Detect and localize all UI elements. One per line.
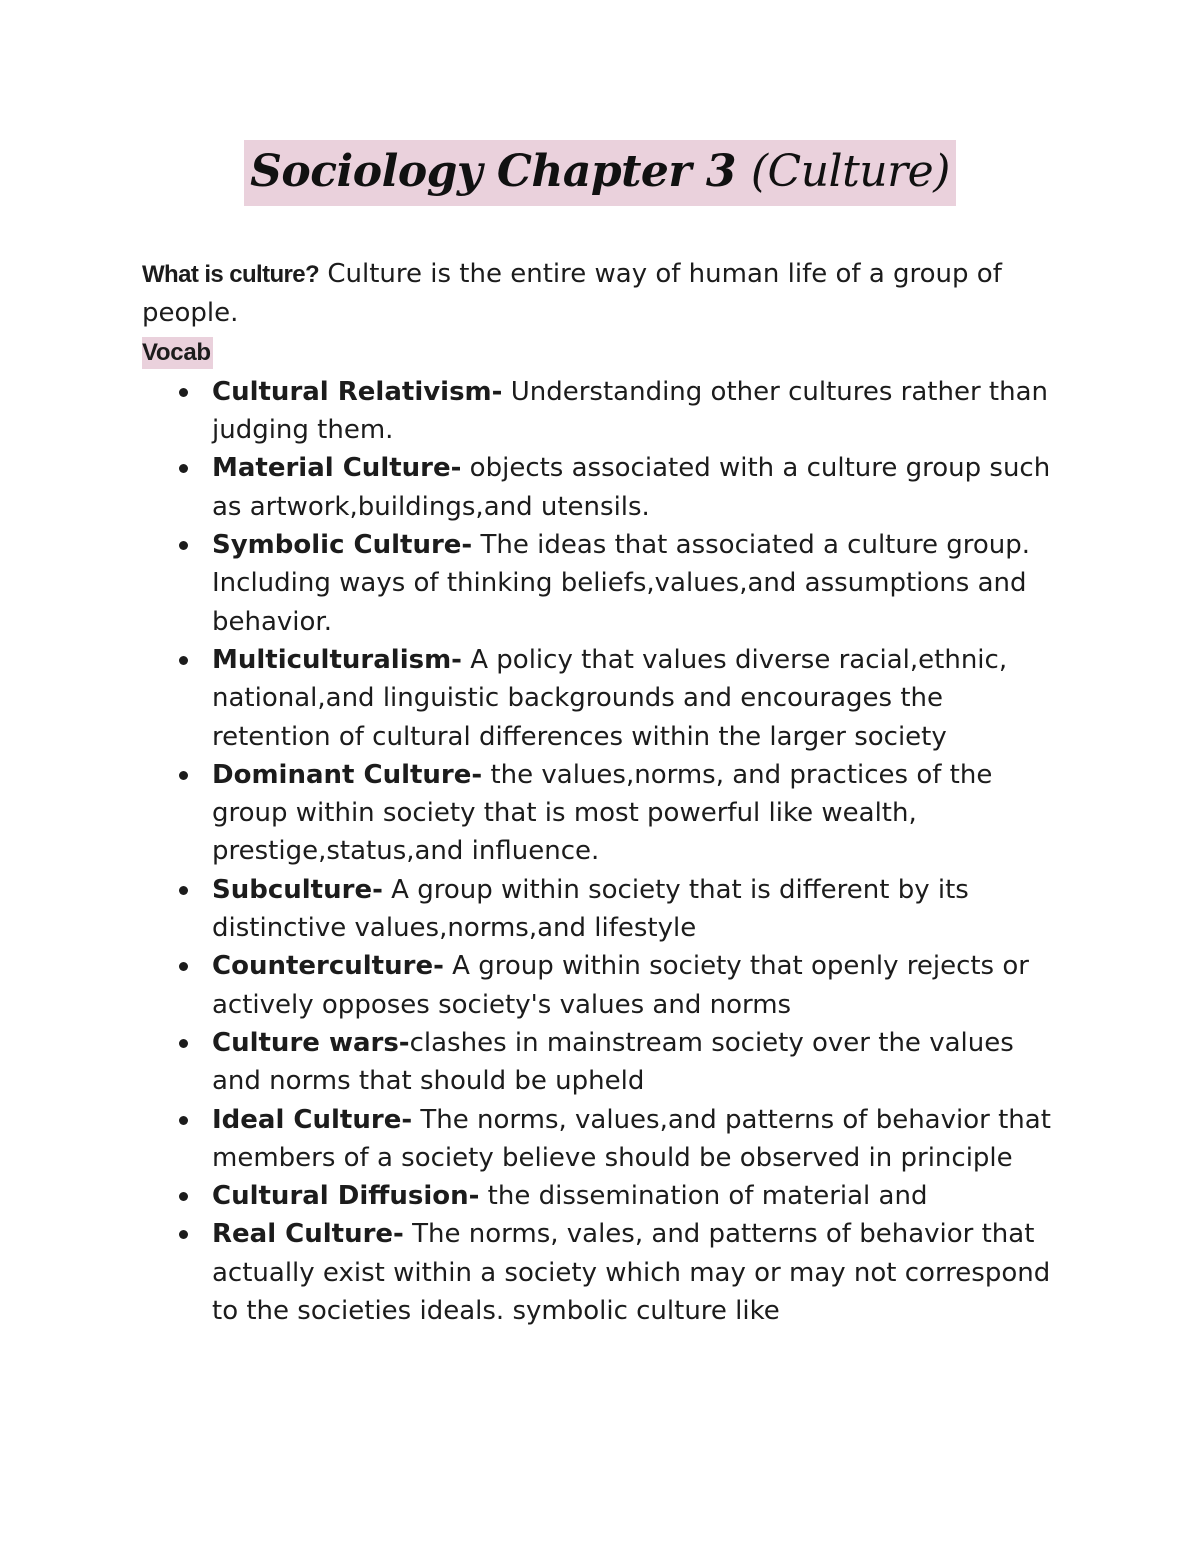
vocab-heading: Vocab	[142, 337, 213, 369]
title-main: Sociology Chapter 3	[250, 146, 737, 197]
bullet-icon	[179, 541, 188, 550]
intro-answer: Culture is the entire way of human life of a group of people.	[142, 259, 1002, 329]
bullet-icon	[179, 1192, 188, 1201]
vocab-definition: the values,norms, and practices of the group within society that is most powerful like wealth, prestige,status,and influence.	[212, 759, 993, 867]
vocab-term: Symbolic Culture-	[212, 530, 473, 561]
vocab-definition: A group within society that is different by its distinctive values,norms,and lifestyle	[212, 874, 969, 944]
vocab-term: Real Culture-	[212, 1219, 404, 1250]
vocab-item	[142, 1215, 1062, 1330]
bullet-icon	[179, 388, 188, 397]
vocab-term: Dominant Culture-	[212, 759, 483, 790]
vocab-term: Ideal Culture-	[212, 1104, 413, 1135]
vocab-definition: A policy that values diverse racial,ethnic, national,and linguistic backgrounds and encourages the retention of cultural differences within the larger society	[212, 644, 1008, 752]
vocab-list	[142, 373, 1062, 1330]
bullet-icon	[179, 1230, 188, 1239]
bullet-icon	[179, 962, 188, 971]
vocab-term: Multiculturalism-	[212, 644, 462, 675]
vocab-definition: objects associated with a culture group such as artwork,buildings,and utensils.	[212, 453, 1051, 522]
vocab-item	[142, 756, 1062, 871]
bullet-icon	[179, 1039, 188, 1048]
vocab-term: Subculture-	[212, 874, 383, 905]
vocab-item	[142, 947, 1062, 1024]
vocab-term: Counterculture-	[212, 951, 444, 982]
vocab-definition: The norms, vales, and patterns of behavior that actually exist within a society which may or may not correspond to the societies ideals. symbolic culture like	[212, 1219, 1051, 1327]
vocab-item	[142, 871, 1062, 948]
vocab-term: Cultural Relativism-	[212, 376, 503, 407]
bullet-icon	[179, 771, 188, 780]
intro-question: What is culture?	[142, 261, 320, 288]
vocab-definition: Understanding other cultures rather than judging them.	[212, 376, 1048, 446]
vocab-item	[142, 373, 1062, 450]
intro-paragraph	[142, 255, 1062, 333]
vocab-term: Material Culture-	[212, 453, 462, 484]
vocab-definition: clashes in mainstream society over the values and norms that should be upheld	[212, 1027, 1014, 1097]
vocab-definition: the dissemination of material and	[479, 1181, 928, 1212]
page-title	[244, 140, 956, 206]
vocab-item	[142, 1024, 1062, 1101]
vocab-definition: The ideas that associated a culture group. Including ways of thinking beliefs,values,and assumptions and behavior.	[212, 530, 1030, 637]
bullet-icon	[179, 464, 188, 473]
vocab-term: Culture wars-	[212, 1027, 410, 1058]
document-body	[142, 255, 1062, 1330]
vocab-item	[142, 1101, 1062, 1178]
vocab-item	[142, 641, 1062, 756]
vocab-item	[142, 1177, 1062, 1215]
vocab-term: Cultural Diffusion-	[212, 1181, 480, 1212]
vocab-definition: The norms, values,and patterns of behavior that members of a society believe should be observed in principle	[212, 1104, 1051, 1173]
bullet-icon	[179, 656, 188, 665]
title-subtitle: (Culture)	[750, 146, 950, 197]
bullet-icon	[179, 1116, 188, 1125]
bullet-icon	[179, 886, 188, 895]
vocab-item	[142, 449, 1062, 526]
vocab-item	[142, 526, 1062, 641]
title-wrapper	[0, 140, 1200, 206]
vocab-definition: A group within society that openly rejects or actively opposes society's values and norms	[212, 951, 1029, 1020]
